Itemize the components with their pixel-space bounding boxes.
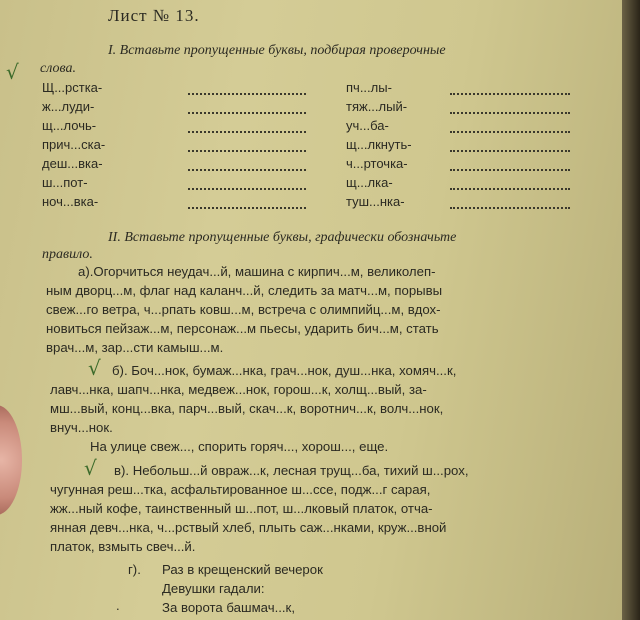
task1-left-word: Щ...рстка- [42, 80, 103, 95]
task1-heading-line1: I. Вставьте пропущенные буквы, подбирая проверочные [108, 43, 446, 58]
answer-blank[interactable] [450, 169, 570, 171]
task1-left-word: прич...ска- [42, 137, 106, 152]
part-b-line-1: б). Боч...нок, бумаж...нка, грач...нок, душ...нка, хомяч...к, [112, 363, 457, 378]
task1-heading-line2: слова. [40, 61, 76, 76]
task1-left-word: щ...лочь- [42, 118, 97, 133]
sheet-title: Лист № 13. [108, 6, 200, 25]
answer-blank[interactable] [450, 112, 570, 114]
answer-blank[interactable] [450, 188, 570, 190]
part-g-line-3: За ворота башмач...к, [162, 600, 295, 615]
part-a-line-2: ным дворц...м, флаг над каланч...й, следить за матч...м, порывы [46, 283, 443, 298]
task1-right-word: щ...лка- [346, 175, 393, 190]
part-g-line-2: Девушки гадали: [162, 581, 265, 596]
answer-blank[interactable] [188, 169, 306, 171]
answer-blank[interactable] [188, 93, 306, 95]
part-v-line-4: янная девч...нка, ч...рствый хлеб, плыть саж...нками, круж...вной [50, 520, 447, 535]
part-g-label: г). [128, 562, 141, 577]
task1-left-word: деш...вка- [42, 156, 103, 171]
task1-right-word: уч...ба- [346, 118, 389, 133]
answer-blank[interactable] [188, 131, 306, 133]
task1-right-word: пч...лы- [346, 80, 392, 95]
answer-blank[interactable] [450, 207, 570, 209]
task2-heading-line2: правило. [42, 247, 93, 262]
part-v-line-3: жж...ный кофе, таинственный ш...пот, ш...лковый платок, отча- [50, 501, 433, 516]
task1-right-word: щ...лкнуть- [346, 137, 412, 152]
answer-blank[interactable] [188, 188, 306, 190]
finger-image [0, 405, 22, 515]
checkmark-icon: √ [88, 356, 101, 380]
checkmark-icon: √ [84, 456, 97, 480]
part-a-line-3: свеж...го ветра, ч...рпать ковш...м, встреча с олимпийц...м, вдох- [46, 302, 441, 317]
task2-heading-line1: II. Вставьте пропущенные буквы, графически обозначьте [108, 230, 457, 245]
part-b-line-2: лавч...нка, шапч...нка, медвеж...нок, горош...к, холщ...вый, за- [50, 382, 427, 397]
part-a-line-5: врач...м, зар...сти камыш...м. [46, 340, 224, 355]
task1-left-word: ж...луди- [42, 99, 95, 114]
answer-blank[interactable] [188, 150, 306, 152]
page-edge [622, 0, 640, 620]
answer-blank[interactable] [450, 131, 570, 133]
answer-blank[interactable] [188, 112, 306, 114]
bullet-dot: . [116, 598, 120, 613]
answer-blank[interactable] [188, 207, 306, 209]
answer-blank[interactable] [450, 150, 570, 152]
part-b-extra: На улице свеж..., спорить горяч..., хорош..., еще. [90, 439, 389, 454]
part-v-line-2: чугунная реш...тка, асфальтированное ш...ссе, подж...г сарая, [50, 482, 431, 497]
checkmark-icon: √ [6, 60, 19, 84]
part-v-line-1: в). Небольш...й овраж...к, лесная трущ...ба, тихий ш...рох, [114, 463, 469, 478]
task1-right-word: туш...нка- [346, 194, 405, 209]
part-v-line-5: платок, взмыть свеч...й. [50, 539, 196, 554]
part-a-line-4: новиться пейзаж...м, персонаж...м пьесы, ударить бич...м, стать [46, 321, 439, 336]
task1-left-word: ноч...вка- [42, 194, 99, 209]
answer-blank[interactable] [450, 93, 570, 95]
task1-right-word: ч...рточка- [346, 156, 408, 171]
part-b-line-4: внуч...нок. [50, 420, 113, 435]
task1-left-word: ш...пот- [42, 175, 88, 190]
task1-right-word: тяж...лый- [346, 99, 408, 114]
part-a-line-1: а).Огорчиться неудач...й, машина с кирпич...м, великолеп- [78, 264, 436, 279]
part-g-line-1: Раз в крещенский вечерок [162, 562, 323, 577]
part-b-line-3: мш...вый, конц...вка, парч...вый, скач...к, воротнич...к, волч...нок, [50, 401, 444, 416]
